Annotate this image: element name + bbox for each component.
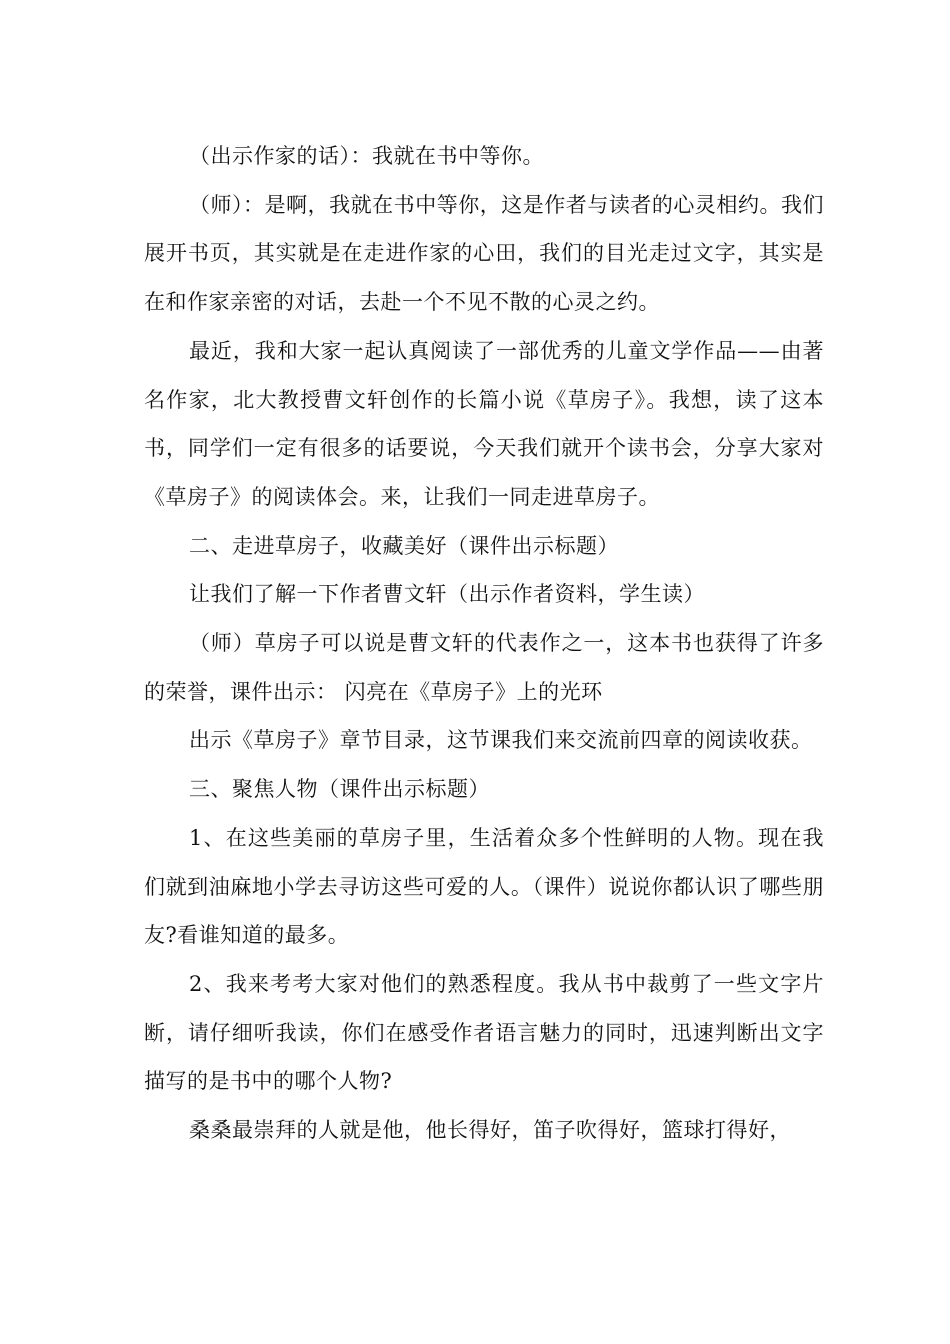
paragraph-item-1: 1、在这些美丽的草房子里，生活着众多个性鲜明的人物。现在我们就到油麻地小学去寻访这些可爱的人。（课件）说说你都认识了哪些朋友?看谁知道的最多。 xyxy=(144,825,824,948)
paragraph-teacher-intro: （师）：是啊，我就在书中等你，这是作者与读者的心灵相约。我们展开书页，其实就是在走进作家的心田，我们的目光走过文字，其实是在和作家亲密的对话，去赴一个不见不散的心灵之约。 xyxy=(144,192,824,315)
section-heading-3: 三、聚焦人物（课件出示标题） xyxy=(189,777,490,802)
paragraph-excerpt: 桑桑最崇拜的人就是他，他长得好，笛子吹得好，篮球打得好， xyxy=(189,1118,791,1143)
paragraph-item-2: 2、我来考考大家对他们的熟悉程度。我从书中裁剪了一些文字片断，请仔细听我读，你们在感受作者语言魅力的同时，迅速判断出文字描写的是书中的哪个人物? xyxy=(144,971,824,1094)
section-heading-2: 二、走进草房子，收藏美好（课件出示标题） xyxy=(189,533,619,558)
paragraph-chapter-list: 出示《草房子》章节目录，这节课我们来交流前四章的阅读收获。 xyxy=(189,728,813,753)
paragraph-author-quote: （出示作家的话）：我就在书中等你。 xyxy=(189,144,544,168)
document-body xyxy=(144,132,824,1155)
paragraph-honors: （师）草房子可以说是曹文轩的代表作之一，这本书也获得了许多的荣誉，课件出示： 闪亮在《草房子》上的光环 xyxy=(144,631,824,704)
paragraph-book-intro: 最近，我和大家一起认真阅读了一部优秀的儿童文学作品——由著名作家，北大教授曹文轩创作的长篇小说《草房子》。我想，读了这本书，同学们一定有很多的话要说，今天我们就开个读书会，分享大家对《草房子》的阅读体会。来，让我们一同走进草房子。 xyxy=(144,338,824,509)
paragraph-author-info: 让我们了解一下作者曹文轩（出示作者资料，学生读） xyxy=(189,582,705,607)
